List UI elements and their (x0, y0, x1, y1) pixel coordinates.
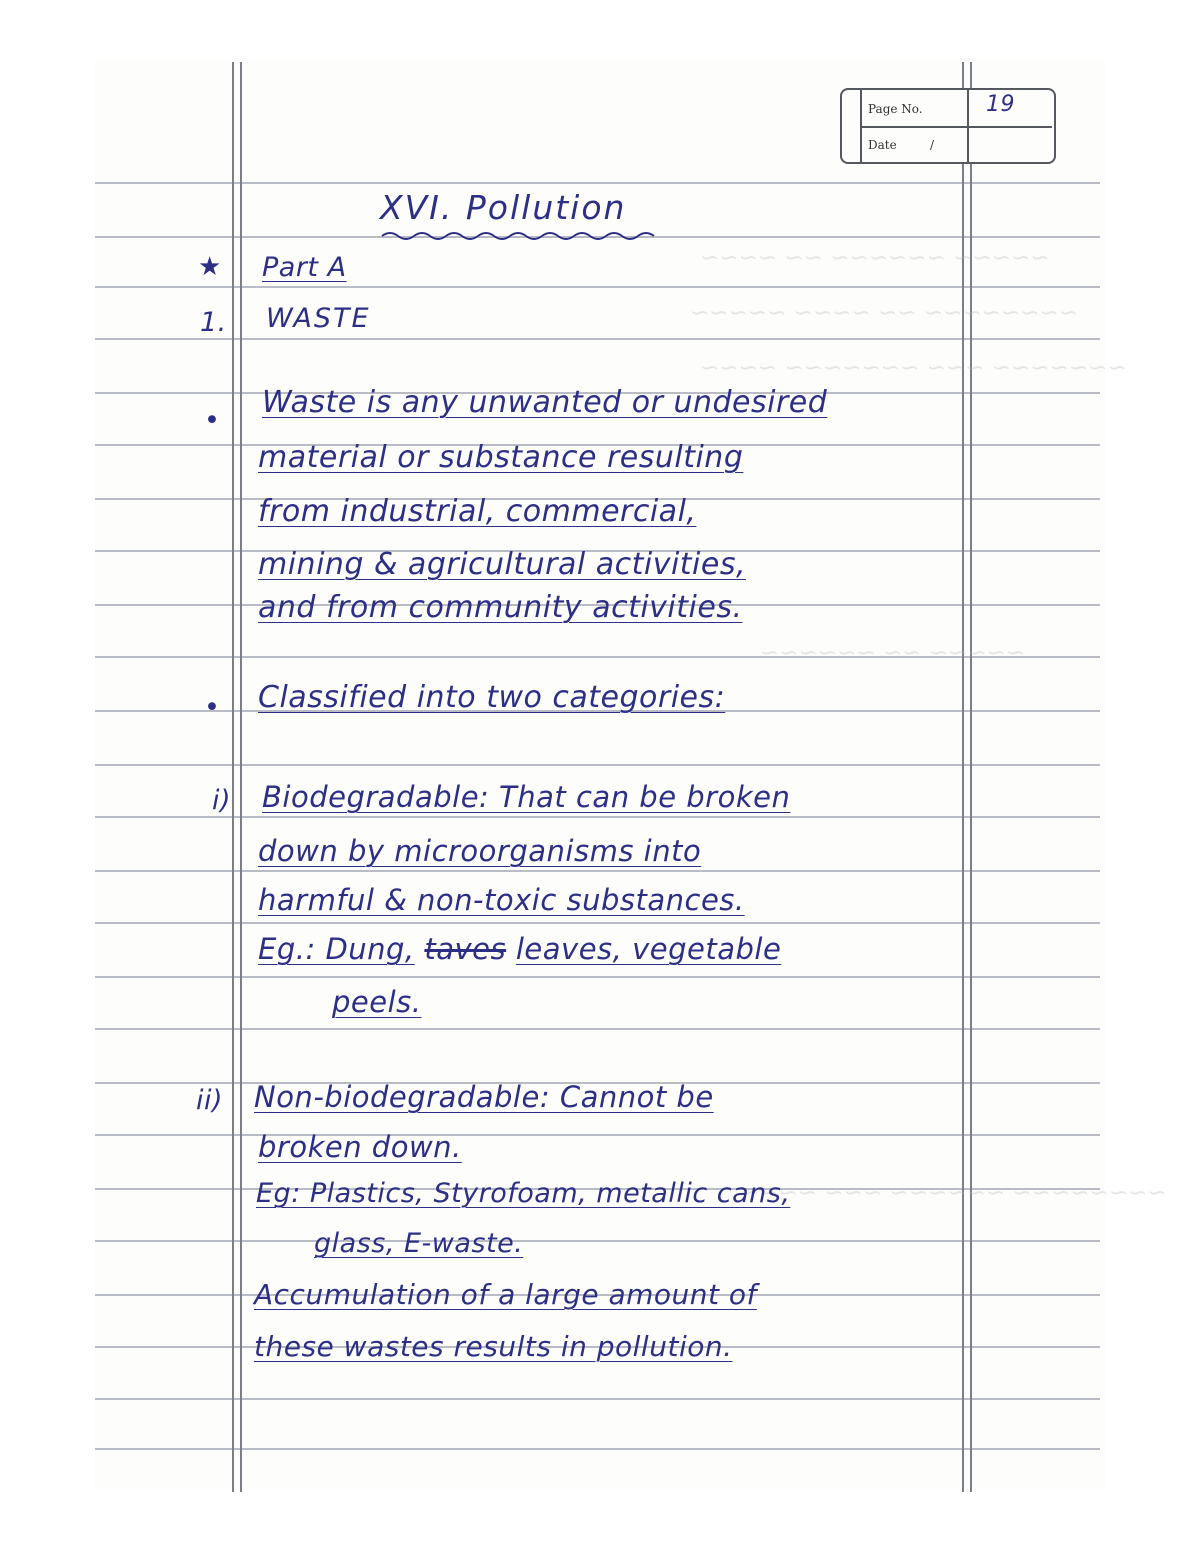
item-marker: ii) (196, 1085, 224, 1116)
ruled-line (95, 1398, 1100, 1400)
conclusion-line: these wastes results in pollution. (254, 1330, 733, 1363)
item-marker: i) (212, 785, 232, 816)
conclusion-line: Accumulation of a large amount of (254, 1278, 757, 1311)
ruled-line (95, 816, 1100, 818)
ruled-line (95, 1448, 1100, 1450)
example-rest: leaves, vegetable (515, 932, 782, 966)
left-margin-line (232, 62, 234, 1492)
definition-line: material or substance resulting (258, 440, 744, 475)
bleed-through-text: ~~~~~~~~ ~~ ~~~~ ~~~~~ (690, 300, 1079, 326)
page-title: XVI. Pollution (380, 188, 627, 227)
bleed-through-text: ~~~~~~~~ ~~~~~~ ~~~ ~~~~ (740, 1180, 1167, 1206)
bleed-through-text: ~~~~~ ~~ ~~~~~~ (760, 640, 1026, 666)
heading-number: 1. (200, 307, 227, 338)
ruled-line (95, 764, 1100, 766)
right-margin-line (962, 62, 964, 1492)
page-date-box (840, 88, 1056, 164)
notebook-page (95, 60, 1105, 1490)
page-no-label: Page No. (868, 102, 923, 116)
star-marker: ★ (198, 252, 222, 282)
section-label: Part A (262, 252, 347, 283)
definition-line: from industrial, commercial, (258, 494, 697, 529)
date-value: / (930, 138, 935, 152)
ruled-line (95, 1240, 1100, 1242)
biodegradable-example-cont: peels. (332, 985, 422, 1019)
ruled-line (95, 338, 1100, 340)
title-wavy-underline (380, 228, 665, 242)
non-biodegradable-line: Non-biodegradable: Cannot be (254, 1080, 714, 1114)
ruled-line (95, 286, 1100, 288)
ruled-line (95, 1134, 1100, 1136)
non-biodegradable-example: Eg: Plastics, Styrofoam, metallic cans, (256, 1178, 791, 1209)
biodegradable-line: Biodegradable: That can be broken (262, 780, 791, 814)
ruled-line (95, 976, 1100, 978)
bleed-through-text: ~~~~~~~ ~~~ ~~~~~~~ ~~~~ (700, 355, 1127, 381)
biodegradable-example (258, 932, 781, 966)
definition-line: and from community activities. (258, 590, 743, 625)
definition-line: mining & agricultural activities, (258, 547, 747, 582)
ruled-line (95, 870, 1100, 872)
example-prefix: Eg.: Dung, (258, 932, 415, 966)
classification-text: Classified into two categories: (258, 680, 726, 715)
bleed-through-text: ~~~~~ ~~~~~~ ~~ ~~~~ (700, 245, 1050, 271)
page-number: 19 (986, 92, 1015, 117)
ruled-line (95, 1028, 1100, 1030)
right-margin-line-2 (970, 62, 972, 1492)
non-biodegradable-line: broken down. (258, 1130, 462, 1164)
definition-line: Waste is any unwanted or undesired (262, 385, 828, 420)
struck-word: taves (424, 932, 507, 966)
ruled-line (95, 182, 1100, 184)
biodegradable-line: down by microorganisms into (258, 834, 702, 868)
date-label: Date (868, 138, 897, 152)
bullet: • (204, 405, 221, 436)
biodegradable-line: harmful & non-toxic substances. (258, 883, 745, 917)
bullet: • (204, 692, 221, 723)
heading-text: WASTE (266, 303, 371, 334)
non-biodegradable-example: glass, E-waste. (314, 1228, 524, 1259)
left-margin-line-2 (240, 62, 242, 1492)
ruled-line (95, 922, 1100, 924)
